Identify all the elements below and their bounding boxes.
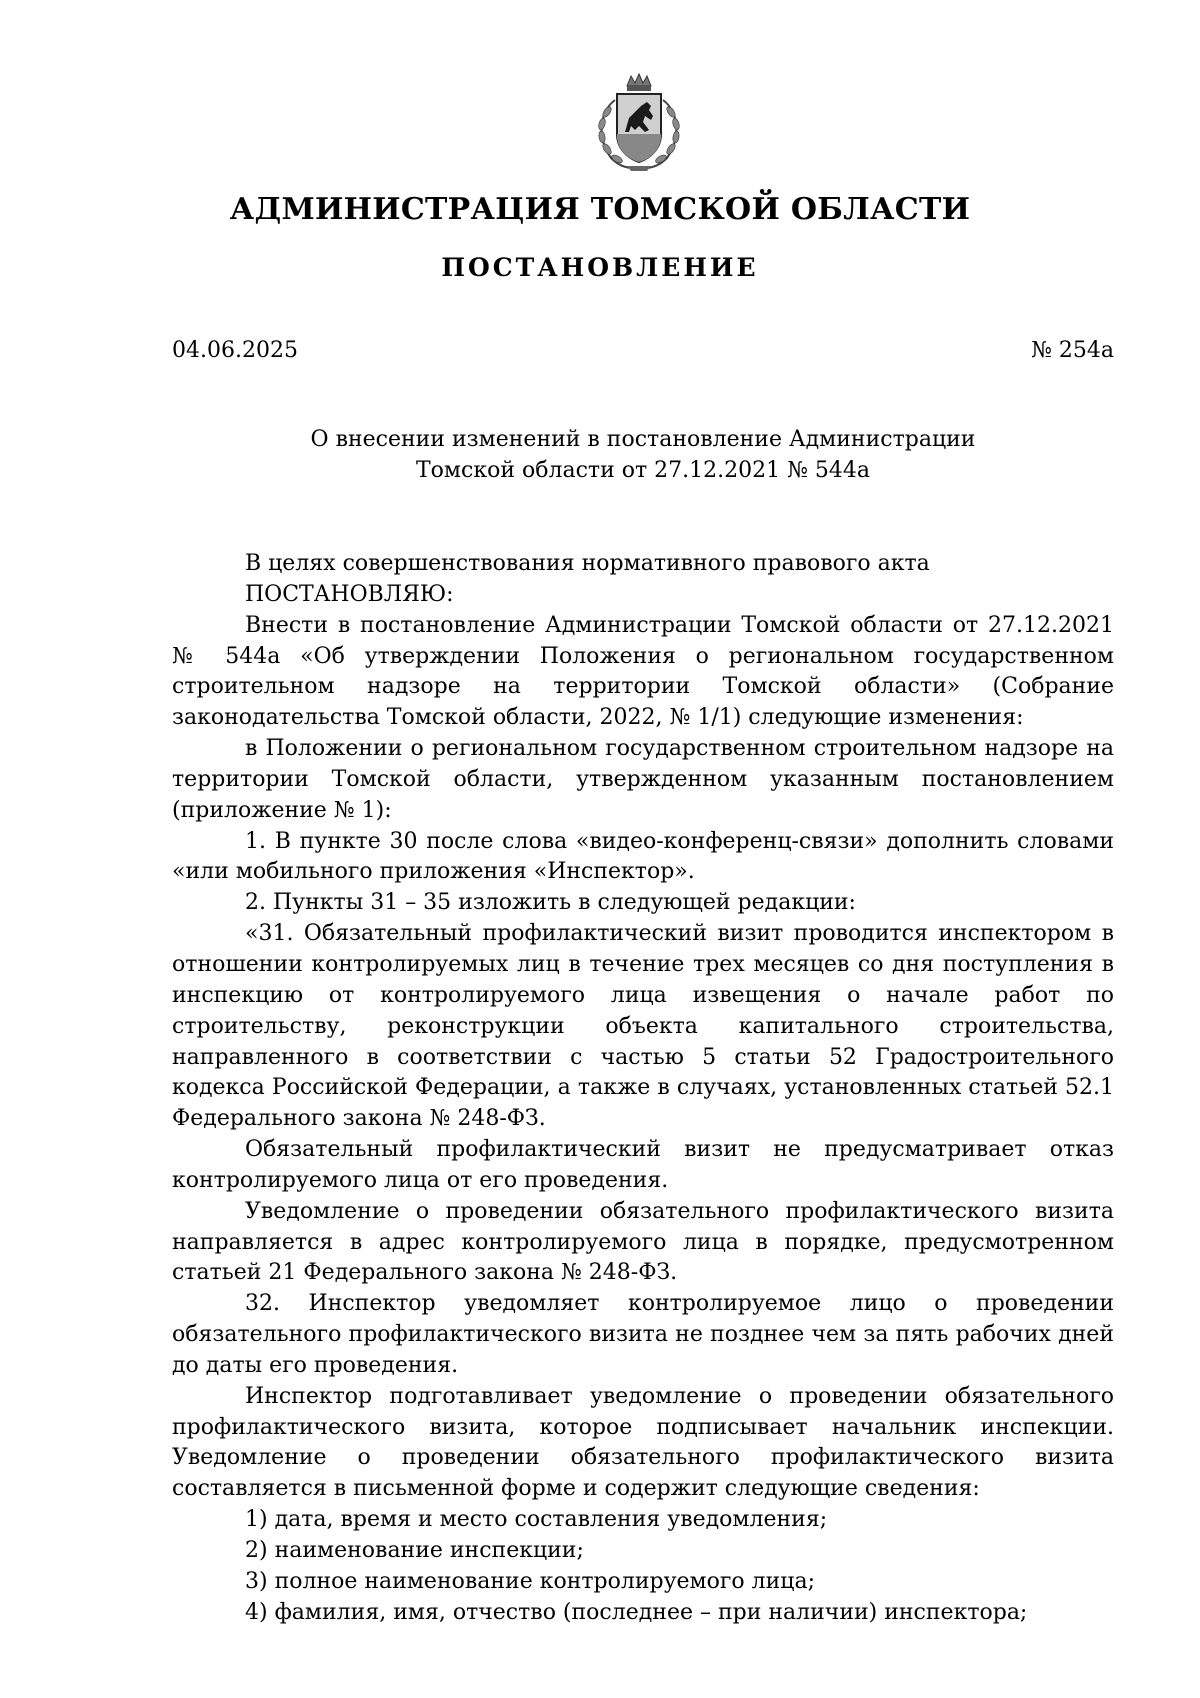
- document-subject: [172, 424, 1114, 486]
- list-item: 3) полное наименование контролируемого лица;: [245, 1568, 815, 1594]
- paragraph: Внести в постановление Администрации Томской области от 27.12.2021 № 544а «Об утверждении Положения о региональном государственном строительном надзоре на территории Томской области» (Собрание законодательства Томской области, 2022, № 1/1) следующие изменения:: [172, 612, 1114, 731]
- document-number: № 254а: [1031, 338, 1114, 363]
- list-item: 4) фамилия, имя, отчество (последнее – при наличии) инспектора;: [245, 1599, 1028, 1625]
- paragraph: 32. Инспектор уведомляет контролируемое лицо о проведении обязательного профилактического визита не позднее чем за пять рабочих дней до даты его проведения.: [172, 1291, 1114, 1378]
- paragraph: 2. Пункты 31 – 35 изложить в следующей редакции:: [245, 890, 856, 916]
- subject-line: О внесении изменений в постановление Администрации: [310, 427, 976, 452]
- paragraph: Инспектор подготавливает уведомление о проведении обязательного профилактического визита, которое подписывает начальник инспекции. Уведомление о проведении обязательного профилактического визита составляется в письменной форме и содержит следующие сведения:: [172, 1383, 1114, 1502]
- paragraph: Уведомление о проведении обязательного профилактического визита направляется в адрес контролируемого лица в порядке, предусмотренном статьей 21 Федерального закона № 248-ФЗ.: [172, 1198, 1114, 1286]
- paragraph: Обязательный профилактический визит не предусматривает отказ контролируемого лица от его проведения.: [172, 1137, 1114, 1193]
- document-body: [172, 549, 1114, 1629]
- coat-of-arms-icon: [591, 72, 687, 174]
- resolution-word: ПОСТАНОВЛЯЮ:: [245, 581, 454, 607]
- paragraph: «31. Обязательный профилактический визит проводится инспектором в отношении контролируемых лиц в течение трех месяцев со дня поступления в инспекцию от контролируемого лица извещения о начале работ по строительству, реконструкции объекта капитального строительства, направленного в соответствии с частью 5 статьи 52 Градостроительного кодекса Российской Федерации, а также в случаях, установленных статьей 52.1 Федерального закона № 248-ФЗ.: [172, 921, 1114, 1132]
- document-date: 04.06.2025: [172, 338, 298, 363]
- document-type: ПОСТАНОВЛЕНИЕ: [441, 253, 759, 282]
- organization-title: АДМИНИСТРАЦИЯ ТОМСКОЙ ОБЛАСТИ: [229, 192, 971, 227]
- subject-line: Томской области от 27.12.2021 № 544а: [415, 458, 871, 483]
- paragraph: в Положении о региональном государственном строительном надзоре на территории Томской области, утвержденном указанным постановлением (приложение № 1):: [172, 736, 1114, 823]
- list-item: 2) наименование инспекции;: [245, 1538, 584, 1563]
- paragraph: 1. В пункте 30 после слова «видео-конференц-связи» дополнить словами «или мобильного приложения «Инспектор».: [172, 828, 1114, 885]
- list-item: 1) дата, время и место составления уведомления;: [245, 1507, 828, 1533]
- paragraph: В целях совершенствования нормативного правового акта: [245, 551, 930, 576]
